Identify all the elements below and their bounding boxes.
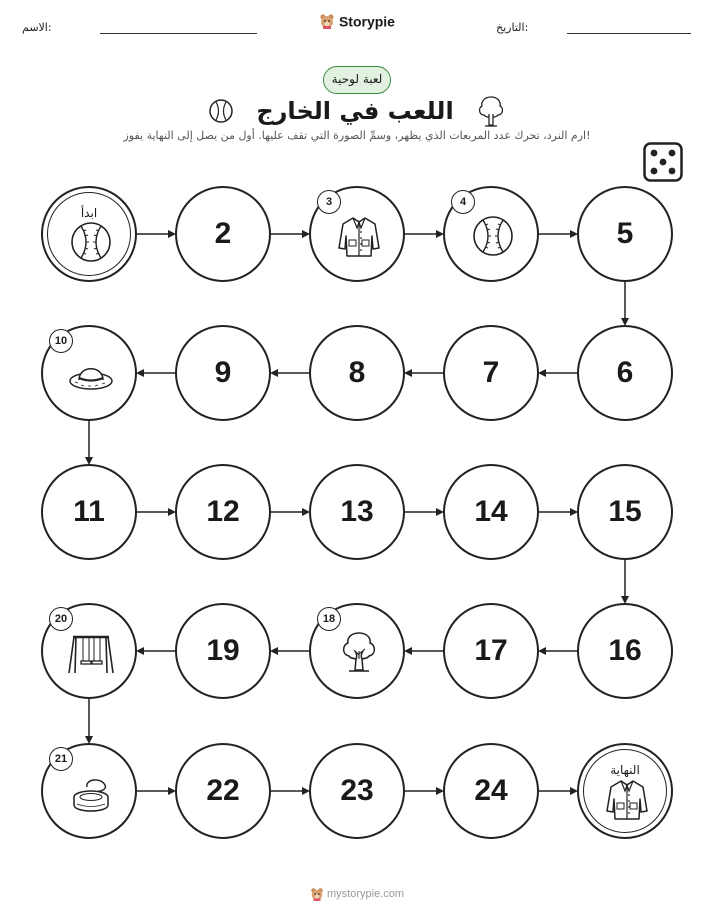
jacket-icon (335, 212, 383, 260)
finish-label: النهاية (610, 763, 640, 777)
square-number: 5 (616, 217, 634, 250)
board-square-5[interactable] (577, 186, 673, 282)
board-square-7[interactable] (443, 325, 539, 421)
board-square-20[interactable] (41, 603, 137, 699)
board-square-17[interactable] (443, 603, 539, 699)
board-square-24[interactable] (443, 743, 539, 839)
square-number: 22 (206, 774, 240, 807)
board-square-3[interactable] (309, 186, 405, 282)
board-square-18[interactable] (309, 603, 405, 699)
square-number: 23 (340, 774, 374, 807)
square-number: 7 (482, 356, 500, 389)
square-number-badge: 10 (49, 329, 73, 353)
board-square-19[interactable] (175, 603, 271, 699)
instructions-text: ارم النرد، تحرك عدد المربعات الذي يظهر، وسمِّ الصورة التي تقف عليها. أول من يصل إلى النهاية يفوز! (123, 129, 591, 142)
square-number: 13 (340, 495, 374, 528)
baseball-icon (67, 218, 115, 266)
game-type-badge: لعبة لوحية (323, 66, 391, 94)
board-square-12[interactable] (175, 464, 271, 560)
square-number: 12 (206, 495, 240, 528)
start-square[interactable] (41, 186, 137, 282)
title-text: اللعب في الخارج (256, 97, 454, 125)
board-square-22[interactable] (175, 743, 271, 839)
square-number: 17 (474, 634, 508, 667)
sun-hat-icon (67, 351, 115, 399)
board-square-4[interactable] (443, 186, 539, 282)
square-number: 8 (348, 356, 366, 389)
square-number: 9 (214, 356, 232, 389)
bear-logo-icon (310, 887, 324, 901)
square-number-badge: 4 (451, 190, 475, 214)
square-number: 16 (608, 634, 642, 667)
square-number-badge: 20 (49, 607, 73, 631)
sunscreen-jar-icon (67, 769, 115, 817)
jacket-icon (603, 775, 651, 823)
footer-url: mystorypie.com (327, 888, 405, 900)
board-square-14[interactable] (443, 464, 539, 560)
board-square-15[interactable] (577, 464, 673, 560)
square-number: 15 (608, 495, 642, 528)
board-square-11[interactable] (41, 464, 137, 560)
square-number-badge: 18 (317, 607, 341, 631)
board-square-10[interactable] (41, 325, 137, 421)
brand-name: Storypie (338, 13, 395, 30)
board-square-2[interactable] (175, 186, 271, 282)
board-square-8[interactable] (309, 325, 405, 421)
board-square-13[interactable] (309, 464, 405, 560)
square-number: 19 (206, 634, 240, 667)
swing-set-icon (67, 629, 115, 677)
square-number-badge: 3 (317, 190, 341, 214)
board-square-21[interactable] (41, 743, 137, 839)
board-square-6[interactable] (577, 325, 673, 421)
tree-icon (335, 629, 383, 677)
square-number: 11 (73, 495, 105, 528)
name-label: الاسم: (22, 21, 52, 34)
board-square-23[interactable] (309, 743, 405, 839)
square-number: 14 (474, 495, 508, 528)
date-label: التاريخ: (496, 21, 529, 34)
square-number: 2 (214, 217, 232, 250)
board-square-9[interactable] (175, 325, 271, 421)
footer (0, 887, 714, 901)
square-number: 24 (474, 774, 508, 807)
baseball-icon (469, 212, 517, 260)
square-number: 6 (616, 356, 634, 389)
square-number-badge: 21 (49, 747, 73, 771)
board-square-16[interactable] (577, 603, 673, 699)
finish-square[interactable] (577, 743, 673, 839)
start-label: ابدأ (80, 206, 98, 220)
